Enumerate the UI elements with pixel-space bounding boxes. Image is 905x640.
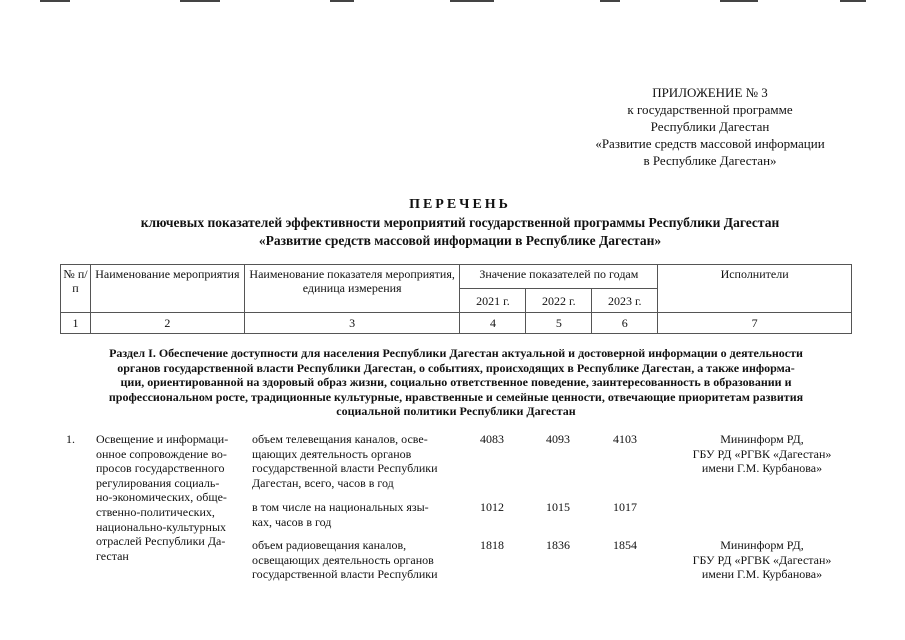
event-line: Освещение и информаци-	[96, 432, 229, 446]
section-line: органов государственной власти Республики Дагестан, о событиях, происходящих в Республике Дагестан, а также информа-	[117, 360, 795, 375]
header-year: 2022 г.	[526, 289, 592, 313]
indicator-line: объем радиовещания каналов,	[252, 538, 407, 552]
section-heading	[60, 346, 852, 419]
value-2023: 1017	[613, 500, 637, 514]
column-number: 4	[460, 313, 526, 334]
document-subtitle-line-2: «Развитие средств массовой информации в Республике Дагестан»	[258, 233, 662, 248]
header-event: Наименование мероприятия	[90, 265, 244, 313]
scan-edge-marks	[0, 0, 905, 4]
executor-line: Мининформ РД,	[720, 432, 804, 446]
event-line: отраслей Республики Да-	[96, 534, 226, 549]
header-num: № п/п	[61, 265, 91, 313]
annex-line: в Республике Дагестан»	[643, 153, 777, 168]
event-line: но-экономических, обще-	[96, 490, 227, 505]
row-number: 1.	[66, 432, 75, 446]
executor-line: имени Г.М. Курбанова»	[701, 461, 823, 476]
executor-line: ГБУ РД «РГВК «Дагестан»	[692, 446, 832, 461]
indicator-line: объем телевещания каналов, осве-	[252, 432, 428, 446]
column-number: 1	[61, 313, 91, 334]
section-line: Раздел I. Обеспечение доступности для населения Республики Дагестан актуальной и достоверной информации о деятельности	[109, 346, 803, 360]
document-title: ПЕРЕЧЕНЬ	[409, 197, 511, 212]
value-2021: 1012	[480, 500, 504, 514]
section-line: ции, ориентированной на здоровый образ жизни, социально ответственное поведение, заинтересованность в образовании и	[120, 375, 792, 390]
executor-line: ГБУ РД «РГВК «Дагестан»	[692, 552, 832, 567]
value-2023: 4103	[613, 432, 637, 446]
header-executors: Исполнители	[658, 265, 852, 313]
event-name	[96, 432, 242, 563]
annex-line: «Развитие средств массовой информации	[595, 136, 825, 151]
executors	[668, 538, 856, 582]
section-line: социальной политики Республики Дагестан	[336, 404, 576, 419]
indicator-line: государственной власти Республики	[252, 567, 438, 582]
indicator-name	[252, 538, 458, 582]
event-line: регулирования социаль-	[96, 475, 220, 490]
event-line: ственно-политических,	[96, 504, 215, 519]
indicator-line: государственной власти Республики	[252, 461, 438, 476]
indicator-line: освещающих деятельность органов	[252, 552, 434, 567]
value-2023: 1854	[613, 538, 637, 552]
indicator-name	[252, 500, 458, 529]
event-line: гестан	[96, 548, 129, 563]
annex-line: Республики Дагестан	[650, 119, 770, 134]
header-indicator: Наименование показателя мероприятия, единица измерения	[244, 265, 460, 313]
value-2022: 4093	[546, 432, 570, 446]
column-number: 5	[526, 313, 592, 334]
annex-header	[560, 84, 860, 169]
indicator-line: Дагестан, всего, часов в год	[252, 475, 394, 490]
value-2021: 4083	[480, 432, 504, 446]
column-number: 2	[90, 313, 244, 334]
indicator-name	[252, 432, 458, 490]
indicator-line: ках, часов в год	[252, 514, 332, 529]
executor-line: Мининформ РД,	[720, 538, 804, 552]
indicator-line: щающих деятельность органов	[252, 446, 412, 461]
value-2022: 1836	[546, 538, 570, 552]
executors	[668, 432, 856, 476]
event-line: национально-культурных	[96, 519, 227, 534]
indicator-line: в том числе на национальных язы-	[252, 500, 429, 514]
value-2021: 1818	[480, 538, 504, 552]
document-subtitle-line-1: ключевых показателей эффективности мероприятий государственной программы Республики Дагестан	[140, 215, 780, 230]
column-number: 6	[592, 313, 658, 334]
event-line: просов государственного	[96, 461, 225, 476]
header-year: 2023 г.	[592, 289, 658, 313]
executor-line: имени Г.М. Курбанова»	[701, 567, 823, 582]
event-line: онное сопровождение во-	[96, 446, 227, 461]
annex-line: ПРИЛОЖЕНИЕ № 3	[652, 85, 768, 100]
column-number: 3	[244, 313, 460, 334]
header-year: 2021 г.	[460, 289, 526, 313]
column-number: 7	[658, 313, 852, 334]
indicators-table-header	[60, 264, 852, 334]
section-line: профессиональном росте, традиционные культурные, нравственные и семейные ценности, отвечающие приоритетам развития	[108, 389, 804, 404]
header-values-group: Значение показателей по годам	[460, 265, 658, 289]
annex-line: к государственной программе	[627, 102, 793, 117]
value-2022: 1015	[546, 500, 570, 514]
